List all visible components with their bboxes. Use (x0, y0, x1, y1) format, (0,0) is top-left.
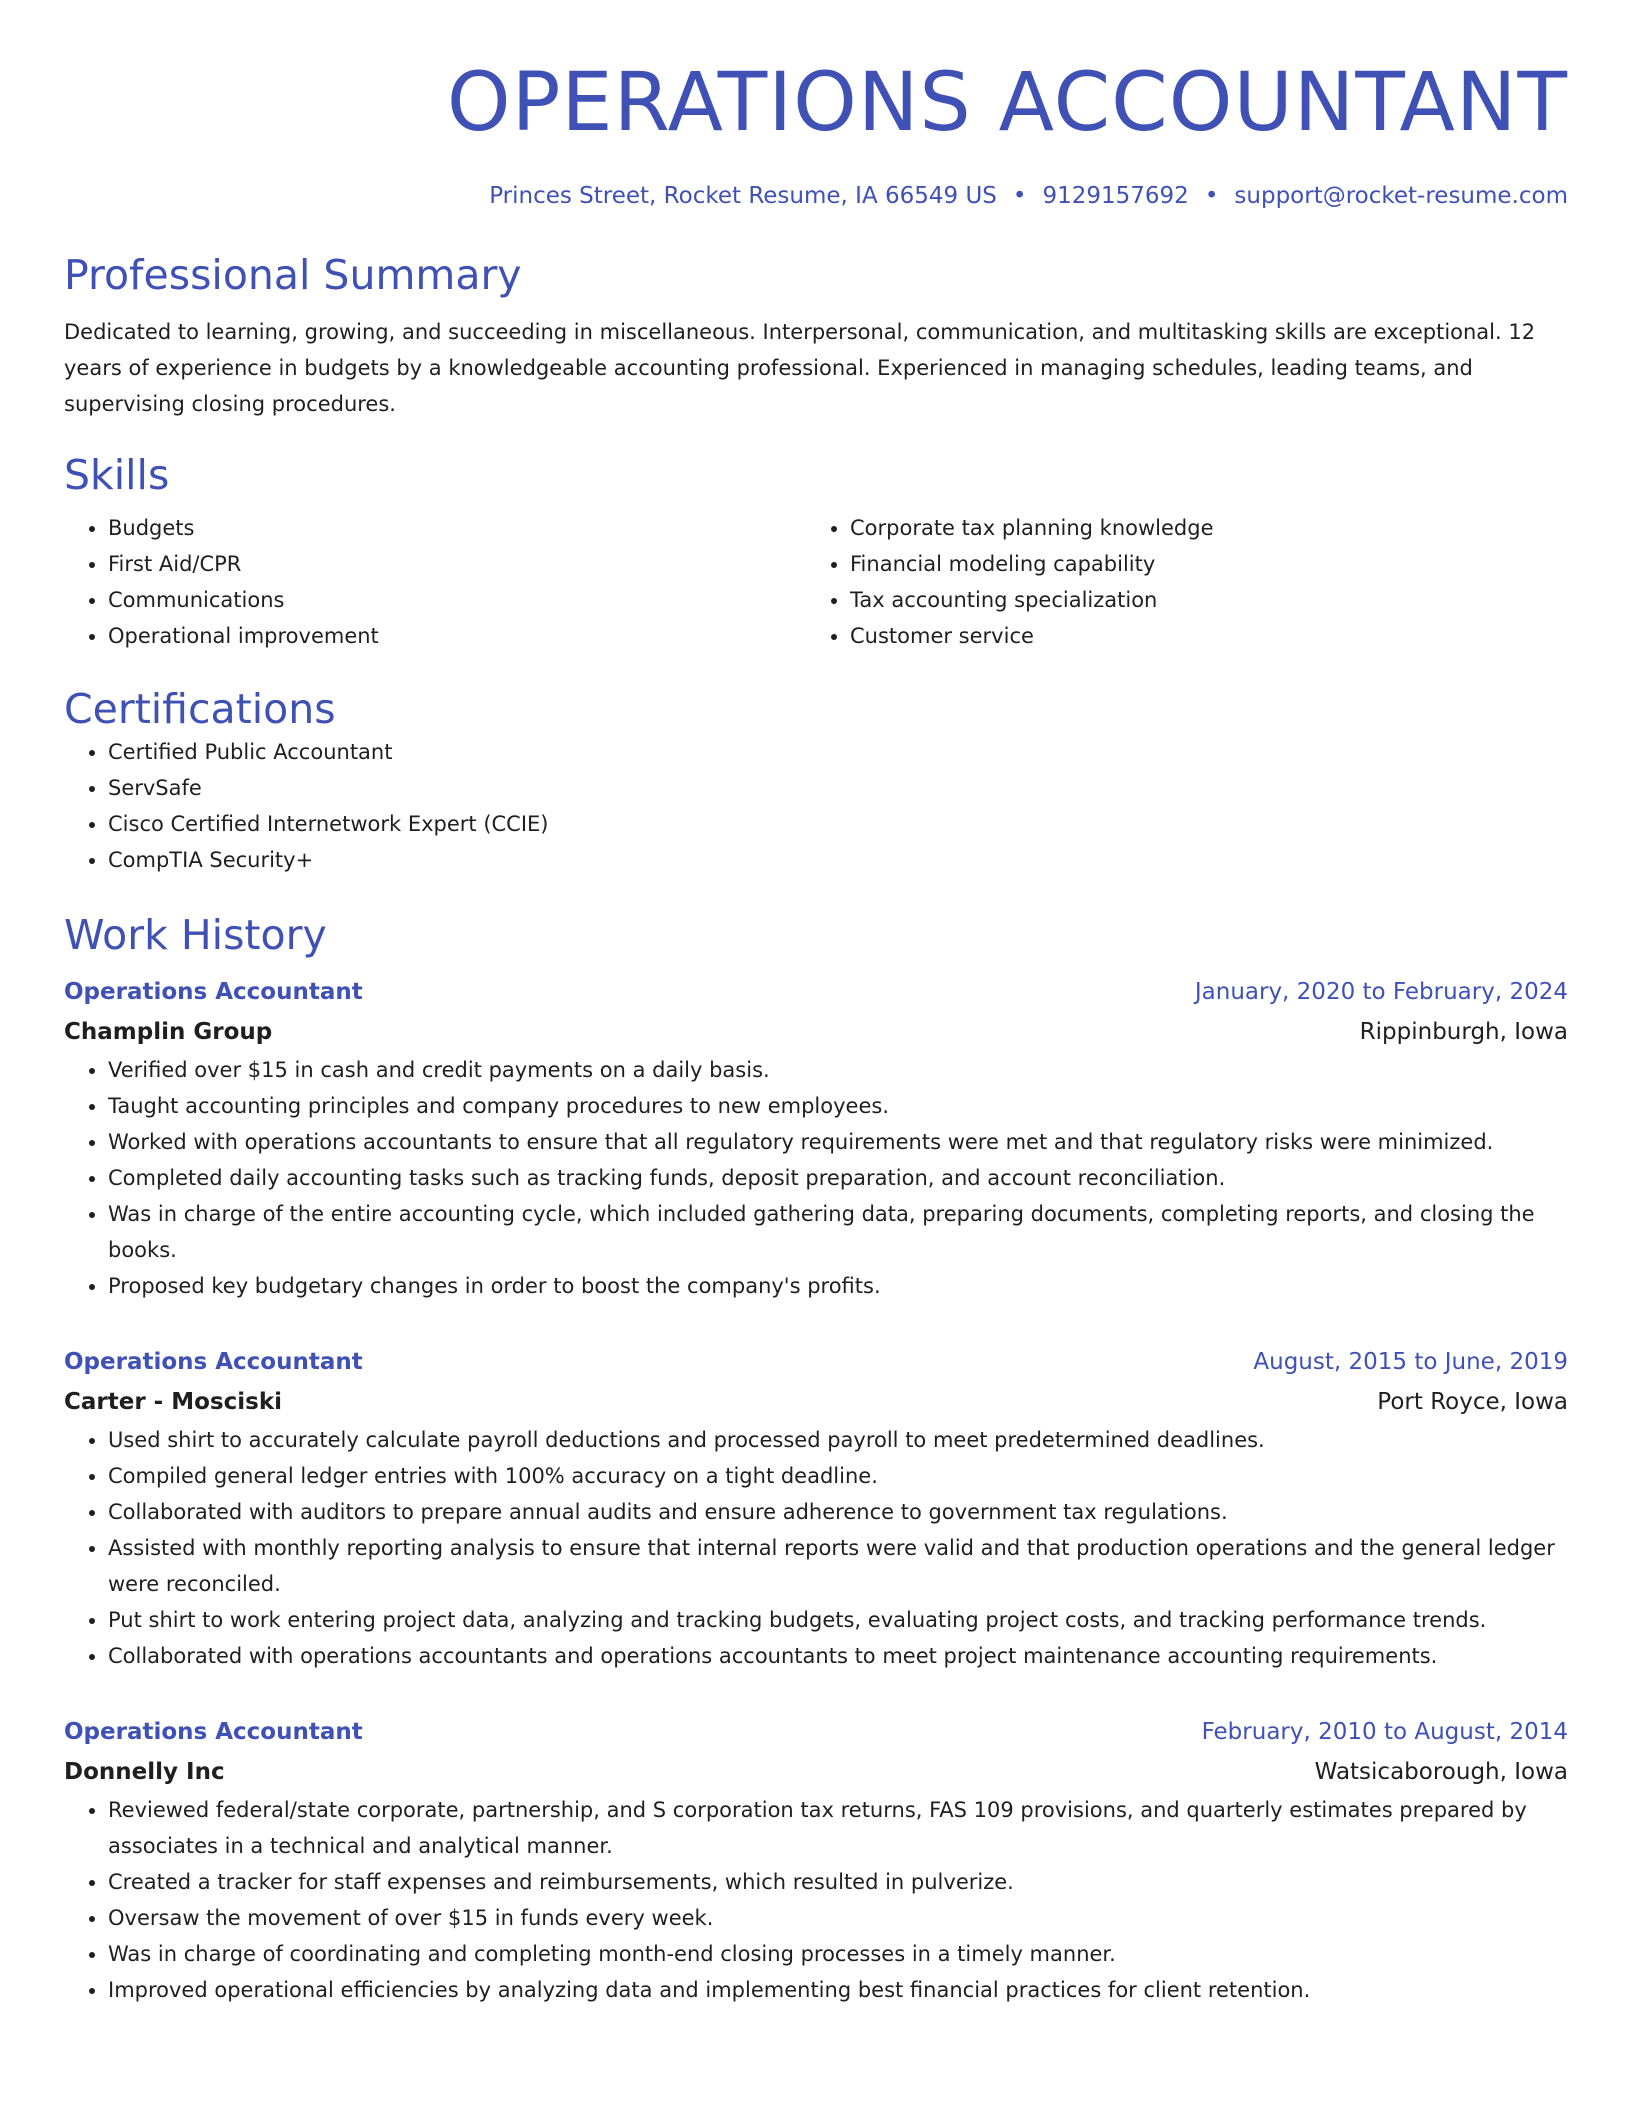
job-company: Donnelly Inc (64, 1759, 225, 1785)
work-history-title: Work History (64, 911, 327, 959)
skills-list-left (64, 510, 806, 654)
job-dates: January, 2020 to February, 2024 (1194, 979, 1568, 1005)
certifications-list (64, 734, 1568, 878)
job-bullet: • Reviewed federal/state corporate, partnership, and S corporation tax returns, FAS 109 provisions, and quarterly estimates prepared by associates in a technical and analytical manner. (108, 1792, 1568, 1864)
candidate-name: OPERATIONS ACCOUNTANT (446, 56, 1568, 150)
job-bullet: • Was in charge of the entire accounting cycle, which included gathering data, preparing documents, completing reports, and closing the books. (108, 1196, 1568, 1268)
job-bullet: • Compiled general ledger entries with 100% accuracy on a tight deadline. (108, 1458, 1568, 1494)
job-bullet: • Collaborated with auditors to prepare annual audits and ensure adherence to government tax regulations. (108, 1494, 1568, 1530)
skills-list-right (806, 510, 1548, 654)
job-dates: August, 2015 to June, 2019 (1253, 1349, 1568, 1375)
job-role: Operations Accountant (64, 1719, 363, 1745)
skills-grid (64, 510, 1568, 654)
job-role: Operations Accountant (64, 979, 363, 1005)
job-header-row (64, 1342, 1568, 1382)
job-header-row (64, 972, 1568, 1012)
job-bullet-list (64, 1052, 1568, 1304)
summary-text: Dedicated to learning, growing, and succeeding in miscellaneous. Interpersonal, communication, and multitasking skills are exceptional. 12 years of experience in budgets by a knowledgeable accounting professional. Experienced in managing schedules, leading teams, and supervising closing procedures. (64, 320, 1536, 416)
job-company-row (64, 1382, 1568, 1422)
skills-section (64, 450, 1568, 654)
job-location: Rippinburgh, Iowa (1359, 1019, 1568, 1045)
job-bullet: • Collaborated with operations accountants and operations accountants to meet project maintenance accounting requirements. (108, 1638, 1568, 1674)
job-bullet: • Improved operational efficiencies by analyzing data and implementing best financial practices for client retention. (108, 1972, 1568, 2008)
job-bullet-list (64, 1792, 1568, 2008)
job-bullet: • Verified over $15 in cash and credit payments on a daily basis. (108, 1052, 1568, 1088)
skills-column-left (64, 510, 806, 654)
contact-email[interactable]: support@rocket-resume.com (1234, 183, 1568, 209)
contact-line (64, 180, 1568, 212)
certification-item: • Certified Public Accountant (108, 734, 1568, 770)
job-dates: February, 2010 to August, 2014 (1201, 1719, 1568, 1745)
job-company-row (64, 1012, 1568, 1052)
skill-item: • Tax accounting specialization (850, 582, 1548, 618)
job-bullet: • Used shirt to accurately calculate payroll deductions and processed payroll to meet predetermined deadlines. (108, 1422, 1568, 1458)
work-history-section (64, 910, 1568, 2008)
contact-separator: • (1204, 183, 1219, 209)
skill-item: • Financial modeling capability (850, 546, 1548, 582)
skill-item: • Budgets (108, 510, 806, 546)
job-entry (64, 1712, 1568, 2008)
summary-title: Professional Summary (64, 251, 522, 299)
skill-item: • Corporate tax planning knowledge (850, 510, 1548, 546)
certifications-title: Certifications (64, 685, 336, 733)
certification-item: • ServSafe (108, 770, 1568, 806)
summary-section (64, 250, 1568, 422)
job-bullet: • Worked with operations accountants to ensure that all regulatory requirements were met and that regulatory risks were minimized. (108, 1124, 1568, 1160)
skills-column-right (806, 510, 1548, 654)
skill-item: • First Aid/CPR (108, 546, 806, 582)
job-entry (64, 972, 1568, 1304)
job-bullet-list (64, 1422, 1568, 1674)
job-bullet: • Oversaw the movement of over $15 in funds every week. (108, 1900, 1568, 1936)
contact-separator: • (1012, 183, 1027, 209)
job-bullet: • Completed daily accounting tasks such as tracking funds, deposit preparation, and account reconciliation. (108, 1160, 1568, 1196)
skill-item: • Customer service (850, 618, 1548, 654)
job-bullet: • Put shirt to work entering project data, analyzing and tracking budgets, evaluating project costs, and tracking performance trends. (108, 1602, 1568, 1638)
job-location: Watsicaborough, Iowa (1314, 1759, 1568, 1785)
resume-page (64, 0, 1568, 2008)
job-bullet: • Proposed key budgetary changes in order to boost the company's profits. (108, 1268, 1568, 1304)
job-bullet: • Assisted with monthly reporting analysis to ensure that internal reports were valid and that production operations and the general ledger were reconciled. (108, 1530, 1568, 1602)
skills-title: Skills (64, 451, 170, 499)
skill-item: • Operational improvement (108, 618, 806, 654)
job-role: Operations Accountant (64, 1349, 363, 1375)
skill-item: • Communications (108, 582, 806, 618)
certifications-section (64, 684, 1568, 878)
certification-item: • Cisco Certified Internetwork Expert (CCIE) (108, 806, 1568, 842)
resume-header (64, 0, 1568, 212)
job-bullet: • Created a tracker for staff expenses and reimbursements, which resulted in pulverize. (108, 1864, 1568, 1900)
job-header-row (64, 1712, 1568, 1752)
job-location: Port Royce, Iowa (1377, 1389, 1568, 1415)
job-bullet: • Taught accounting principles and company procedures to new employees. (108, 1088, 1568, 1124)
contact-phone: 9129157692 (1042, 183, 1189, 209)
job-bullet: • Was in charge of coordinating and completing month-end closing processes in a timely manner. (108, 1936, 1568, 1972)
job-company-row (64, 1752, 1568, 1792)
job-company: Champlin Group (64, 1019, 273, 1045)
certification-item: • CompTIA Security+ (108, 842, 1568, 878)
job-company: Carter - Mosciski (64, 1389, 283, 1415)
contact-address: Princes Street, Rocket Resume, IA 66549 US (489, 183, 997, 209)
job-entry (64, 1342, 1568, 1674)
